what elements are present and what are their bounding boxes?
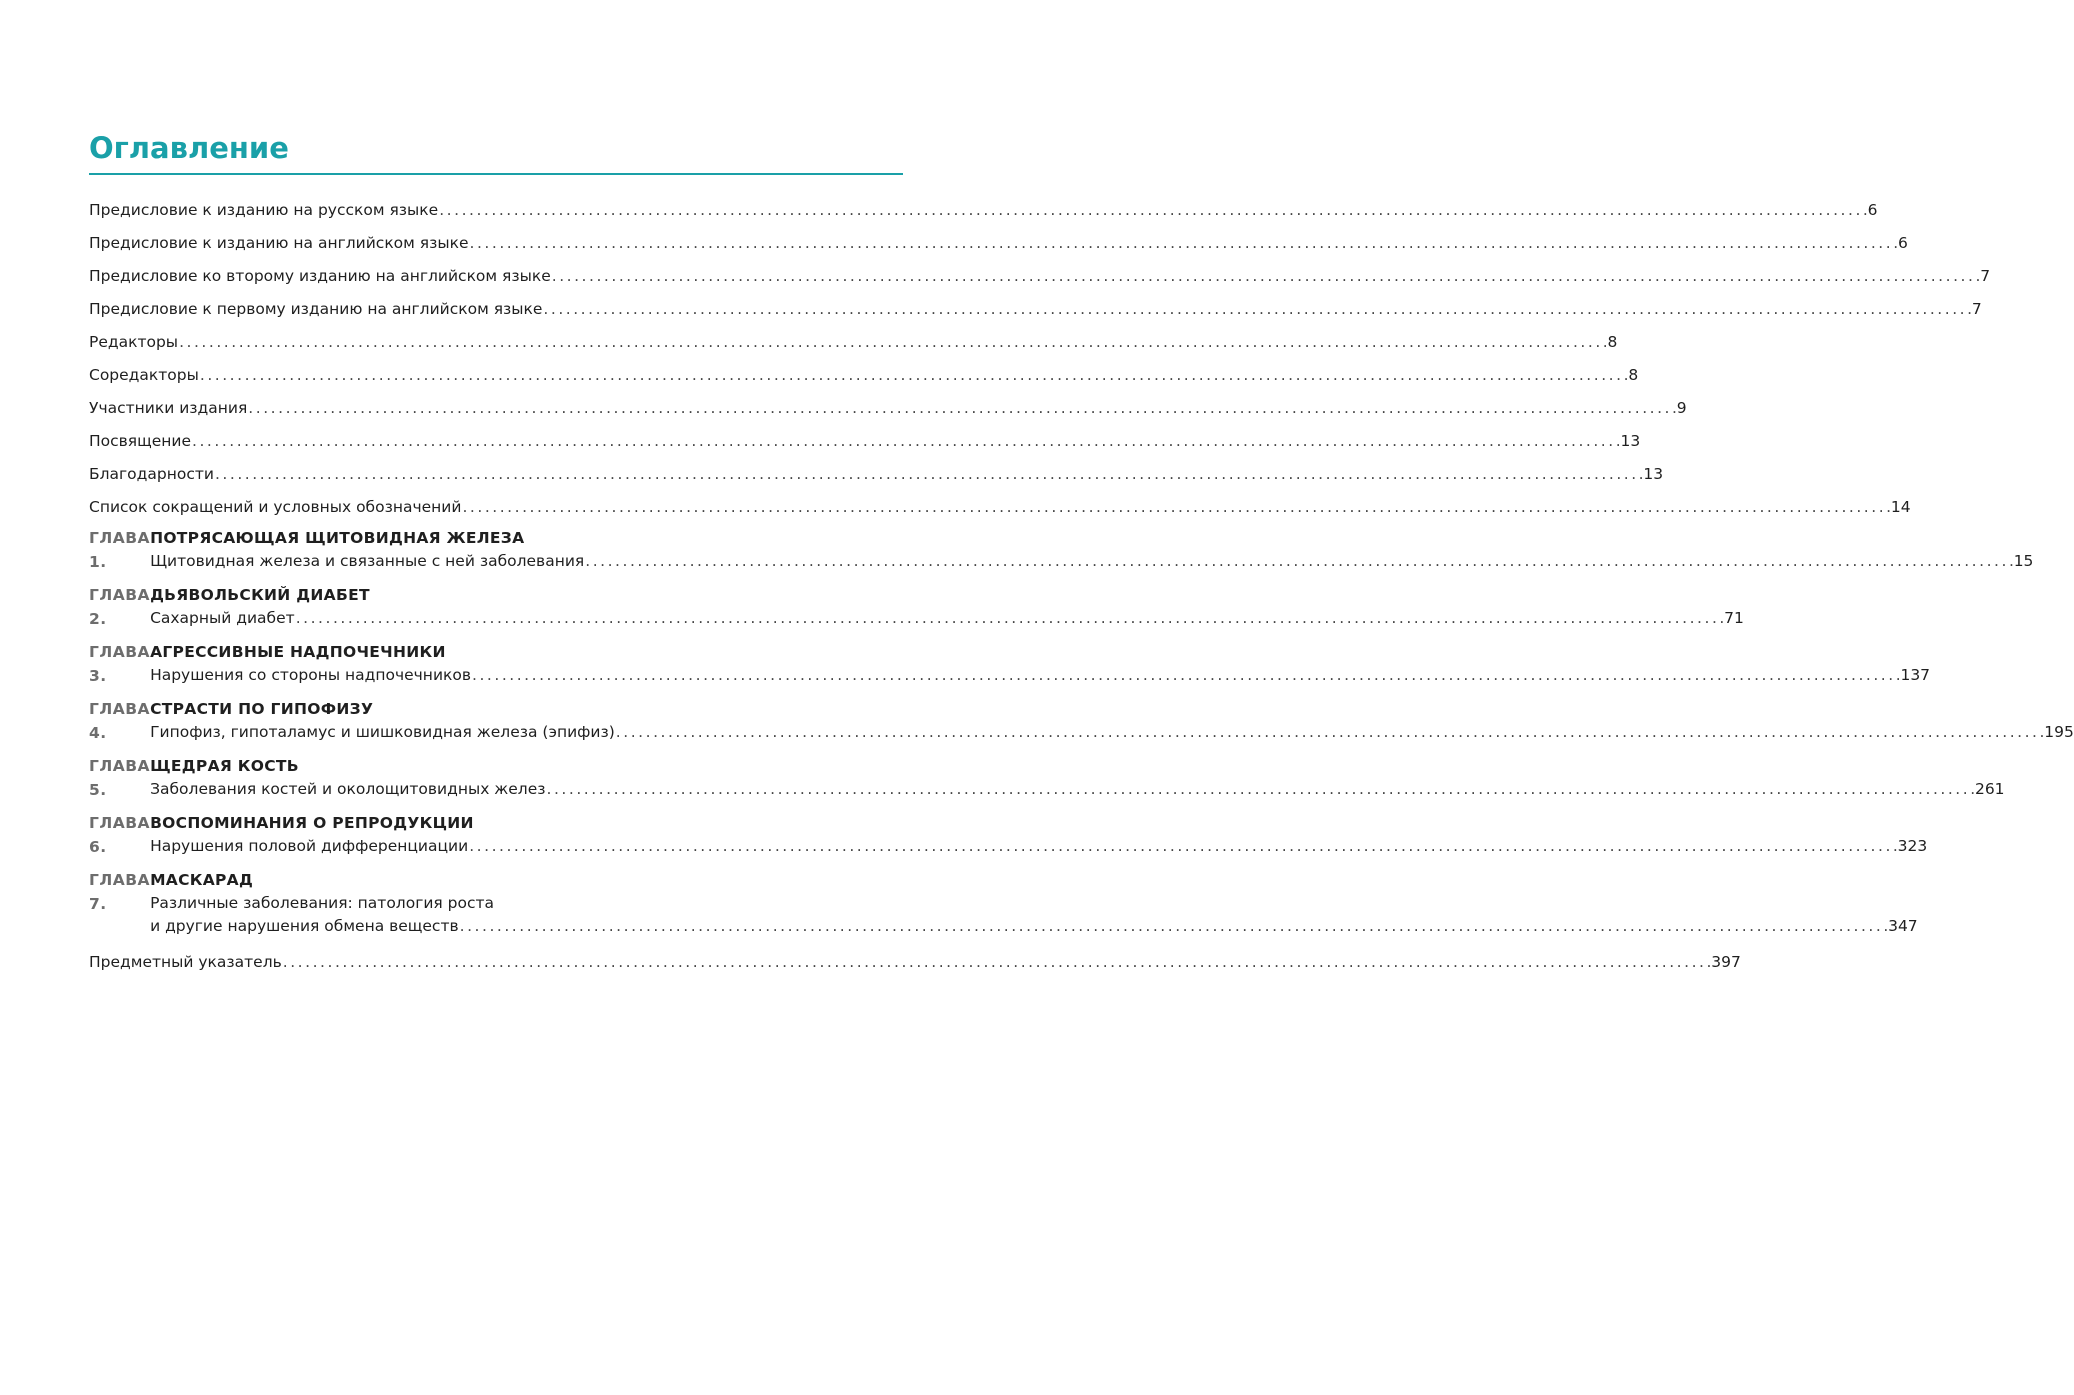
page-number: 323: [1897, 837, 1928, 855]
leader-dots: [215, 460, 1642, 488]
page-number: 7: [1980, 267, 1991, 285]
page-number: 8: [1607, 333, 1618, 351]
chapter-label: ГЛАВА 4.: [89, 700, 151, 742]
chapter-1[interactable]: [89, 526, 2034, 583]
toc-entry[interactable]: Участники издания . . . 9: [89, 394, 903, 427]
page-number: 7: [1971, 300, 1982, 318]
chapter-subtitle-entry[interactable]: Сахарный диабет . . . 71: [150, 607, 1744, 630]
chapter-subtitle-entry[interactable]: Заболевания костей и околощитовидных желез . . . 261: [150, 778, 2004, 801]
page-number: 397: [1711, 953, 1741, 971]
leader-dots: [179, 328, 1606, 356]
chapter-title: ПОТРЯСАЮЩАЯ ЩИТОВИДНАЯ ЖЕЛЕЗА: [150, 529, 525, 547]
chapter-label: ГЛАВА 3.: [89, 643, 151, 685]
chapter-3[interactable]: [89, 640, 1931, 697]
chapter-subtitle-entry[interactable]: Щитовидная железа и связанные с ней заболевания . . . 15: [150, 550, 2033, 573]
chapter-subtitle-entry[interactable]: Гипофиз, гипоталамус и шишковидная железа (эпифиз) . . . 195: [150, 721, 2074, 744]
chapter-4[interactable]: [89, 697, 2074, 754]
chapter-title: ДЬЯВОЛЬСКИЙ ДИАБЕТ: [150, 586, 370, 604]
leader-dots: [470, 229, 1897, 257]
leader-dots: [472, 664, 1899, 687]
chapter-6[interactable]: [89, 811, 1928, 868]
page-number: 261: [1974, 780, 2005, 798]
leader-dots: [616, 721, 2043, 744]
chapter-subtitle-line: Различные заболевания: патология роста: [150, 894, 495, 912]
toc-entry[interactable]: Список сокращений и условных обозначений . . . 14: [89, 493, 903, 526]
page-number: 8: [1628, 366, 1639, 384]
page-number: 14: [1890, 498, 1911, 516]
leader-dots: [552, 262, 1979, 290]
toc-entry[interactable]: Соредакторы . . . 8: [89, 361, 903, 394]
leader-dots: [283, 948, 1710, 976]
chapter-5[interactable]: [89, 754, 2005, 811]
page-number: 9: [1676, 399, 1687, 417]
chapter-title: СТРАСТИ ПО ГИПОФИЗУ: [150, 700, 374, 718]
leader-dots: [200, 361, 1627, 389]
toc-entry[interactable]: Предисловие к изданию на русском языке . . . 6: [89, 196, 903, 229]
page-number: 6: [1867, 201, 1878, 219]
chapter-title: ВОСПОМИНАНИЯ О РЕПРОДУКЦИИ: [150, 814, 474, 832]
toc-entry-index[interactable]: Предметный указатель . . . 397: [89, 948, 903, 981]
page-number: 15: [2013, 552, 2034, 570]
toc-entry[interactable]: Редакторы . . . 8: [89, 328, 903, 361]
toc-entry[interactable]: Предисловие к первому изданию на английском языке . . . 7: [89, 295, 903, 328]
toc-entry[interactable]: Посвящение . . . 13: [89, 427, 903, 460]
leader-dots: [462, 493, 1889, 521]
chapter-label: ГЛАВА 7.: [89, 871, 151, 913]
chapter-subtitle-entry[interactable]: и другие нарушения обмена веществ . . . 347: [150, 915, 1918, 938]
chapter-subtitle-entry[interactable]: Нарушения половой дифференциации . . . 323: [150, 835, 1927, 858]
leader-dots: [547, 778, 1974, 801]
page-number: 13: [1620, 432, 1641, 450]
chapter-label: ГЛАВА 5.: [89, 757, 151, 799]
page-number: 13: [1643, 465, 1664, 483]
chapter-2[interactable]: [89, 583, 1744, 640]
toc-entry[interactable]: Благодарности . . . 13: [89, 460, 903, 493]
title-divider: [89, 173, 903, 175]
leader-dots: [296, 607, 1723, 630]
chapter-title: ЩЕДРАЯ КОСТЬ: [150, 757, 299, 775]
chapter-label: ГЛАВА 6.: [89, 814, 151, 856]
page-number: 6: [1897, 234, 1908, 252]
page-number: 195: [2044, 723, 2074, 741]
toc-entry[interactable]: Предисловие к изданию на английском языке . . . 6: [89, 229, 903, 262]
leader-dots: [460, 915, 1887, 938]
chapter-title: АГРЕССИВНЫЕ НАДПОЧЕЧНИКИ: [150, 643, 446, 661]
toc-entry[interactable]: Предисловие ко второму изданию на английском языке . . . 7: [89, 262, 903, 295]
chapter-subtitle-entry[interactable]: Нарушения со стороны надпочечников . . . 137: [150, 664, 1930, 687]
leader-dots: [469, 835, 1896, 858]
page-number: 347: [1888, 917, 1918, 935]
leader-dots: [439, 196, 1866, 224]
chapter-label: ГЛАВА 2.: [89, 586, 151, 628]
table-of-contents: [89, 196, 2074, 981]
chapter-label: ГЛАВА 1.: [89, 529, 151, 571]
leader-dots: [192, 427, 1619, 455]
chapter-7[interactable]: [89, 868, 1918, 948]
leader-dots: [248, 394, 1675, 422]
leader-dots: [543, 295, 1970, 323]
page-number: 71: [1724, 609, 1744, 627]
page-number: 137: [1900, 666, 1931, 684]
chapter-title: МАСКАРАД: [150, 871, 254, 889]
leader-dots: [585, 550, 2012, 573]
page-title: Оглавление: [89, 131, 289, 165]
